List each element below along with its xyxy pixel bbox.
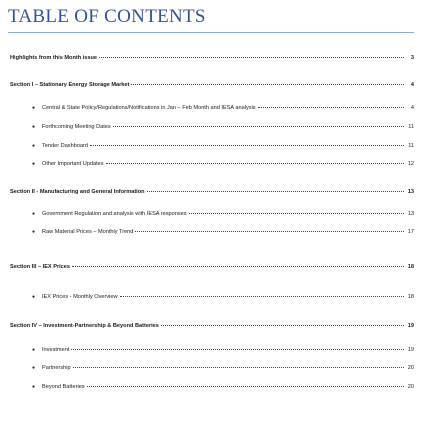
toc-section-label: Section II - Manufacturing and General Information — [10, 189, 145, 195]
toc-section-label: Section IV – Investment-Partnership & Beyond Batteries — [10, 323, 159, 329]
dot-leader — [99, 57, 404, 58]
toc-subentry-label: Other Important Updates — [42, 161, 104, 167]
toc-subentry[interactable] — [32, 105, 414, 111]
toc-subentry[interactable] — [32, 294, 414, 300]
toc-subentry-page: 13 — [407, 211, 414, 217]
toc-subentry-page: 18 — [407, 294, 414, 300]
dot-leader — [73, 367, 404, 368]
toc-subentry-label: Investment — [42, 347, 70, 353]
toc-subentry-label: Government Regulation and analysis with IESA responses — [42, 211, 187, 217]
dot-leader — [131, 84, 404, 85]
bullet-icon: ● — [32, 347, 36, 353]
toc-entry-label: Highlights from this Month issue — [10, 55, 98, 61]
toc-section-label: Section III – IEX Prices — [10, 264, 71, 270]
toc-section-label: Section I – Stationary Energy Storage Market — [10, 82, 130, 88]
toc-section-4[interactable] — [10, 323, 414, 329]
toc-subentry-page: 17 — [407, 229, 414, 235]
toc-section-page: 18 — [407, 264, 414, 270]
toc-subentry[interactable] — [32, 211, 414, 217]
toc-subentry-page: 11 — [408, 143, 414, 149]
dot-leader — [189, 213, 404, 214]
toc-section-1[interactable] — [10, 82, 414, 88]
toc-subentry[interactable] — [32, 384, 414, 390]
toc-subentry-page: 20 — [407, 384, 414, 390]
bullet-icon: ● — [32, 211, 36, 217]
dot-leader — [87, 386, 404, 387]
toc-section-page: 13 — [407, 189, 414, 195]
toc-subentry-page: 20 — [407, 365, 414, 371]
toc-subentry-page: 12 — [407, 161, 414, 167]
toc-subentry-page: 11 — [408, 124, 414, 130]
dot-leader — [120, 296, 404, 297]
toc-section-2[interactable] — [10, 189, 414, 195]
dot-leader — [113, 126, 404, 127]
toc-subentry-label: Partnership — [42, 365, 71, 371]
bullet-icon: ● — [32, 384, 36, 390]
title-rule — [8, 32, 414, 33]
toc-subentry-page: 4 — [410, 105, 414, 111]
dot-leader — [147, 191, 404, 192]
toc-section-page: 19 — [407, 323, 414, 329]
dot-leader — [71, 349, 404, 350]
toc-section-3[interactable] — [10, 264, 414, 270]
toc-subentry-page: 19 — [407, 347, 414, 353]
dot-leader — [258, 107, 404, 108]
toc-subentry[interactable] — [32, 143, 414, 149]
toc-subentry-label: Raw Material Prices – Monthly Trend — [42, 229, 134, 235]
bullet-icon: ● — [32, 161, 36, 167]
bullet-icon: ● — [32, 105, 36, 111]
toc-subentry[interactable] — [32, 161, 414, 167]
dot-leader — [161, 325, 404, 326]
toc-subentry[interactable] — [32, 365, 414, 371]
toc-entry-page: 3 — [410, 55, 414, 61]
bullet-icon: ● — [32, 294, 36, 300]
toc-subentry-label: IEX Prices - Monthly Overview — [42, 294, 118, 300]
dot-leader — [72, 266, 404, 267]
toc-subentry-label: Tender Dashboard — [42, 143, 89, 149]
bullet-icon: ● — [32, 143, 36, 149]
bullet-icon: ● — [32, 124, 36, 130]
bullet-icon: ● — [32, 229, 36, 235]
toc-title: TABLE OF CONTENTS — [8, 6, 206, 27]
dot-leader — [106, 163, 404, 164]
toc-section-page: 4 — [410, 82, 414, 88]
toc-subentry-label: Central & State Policy/Regulations/Notifications in Jan – Feb Month and IESA analysis — [42, 105, 256, 111]
bullet-icon: ● — [32, 365, 36, 371]
toc-subentry-label: Forthcoming Meeting Dates — [42, 124, 111, 130]
toc-subentry[interactable] — [32, 124, 414, 130]
dot-leader — [135, 231, 404, 232]
toc-subentry[interactable] — [32, 347, 414, 353]
dot-leader — [90, 145, 404, 146]
toc-entry-highlights[interactable] — [10, 55, 414, 61]
toc-subentry-label: Beyond Batteries — [42, 384, 85, 390]
toc-subentry[interactable] — [32, 229, 414, 235]
